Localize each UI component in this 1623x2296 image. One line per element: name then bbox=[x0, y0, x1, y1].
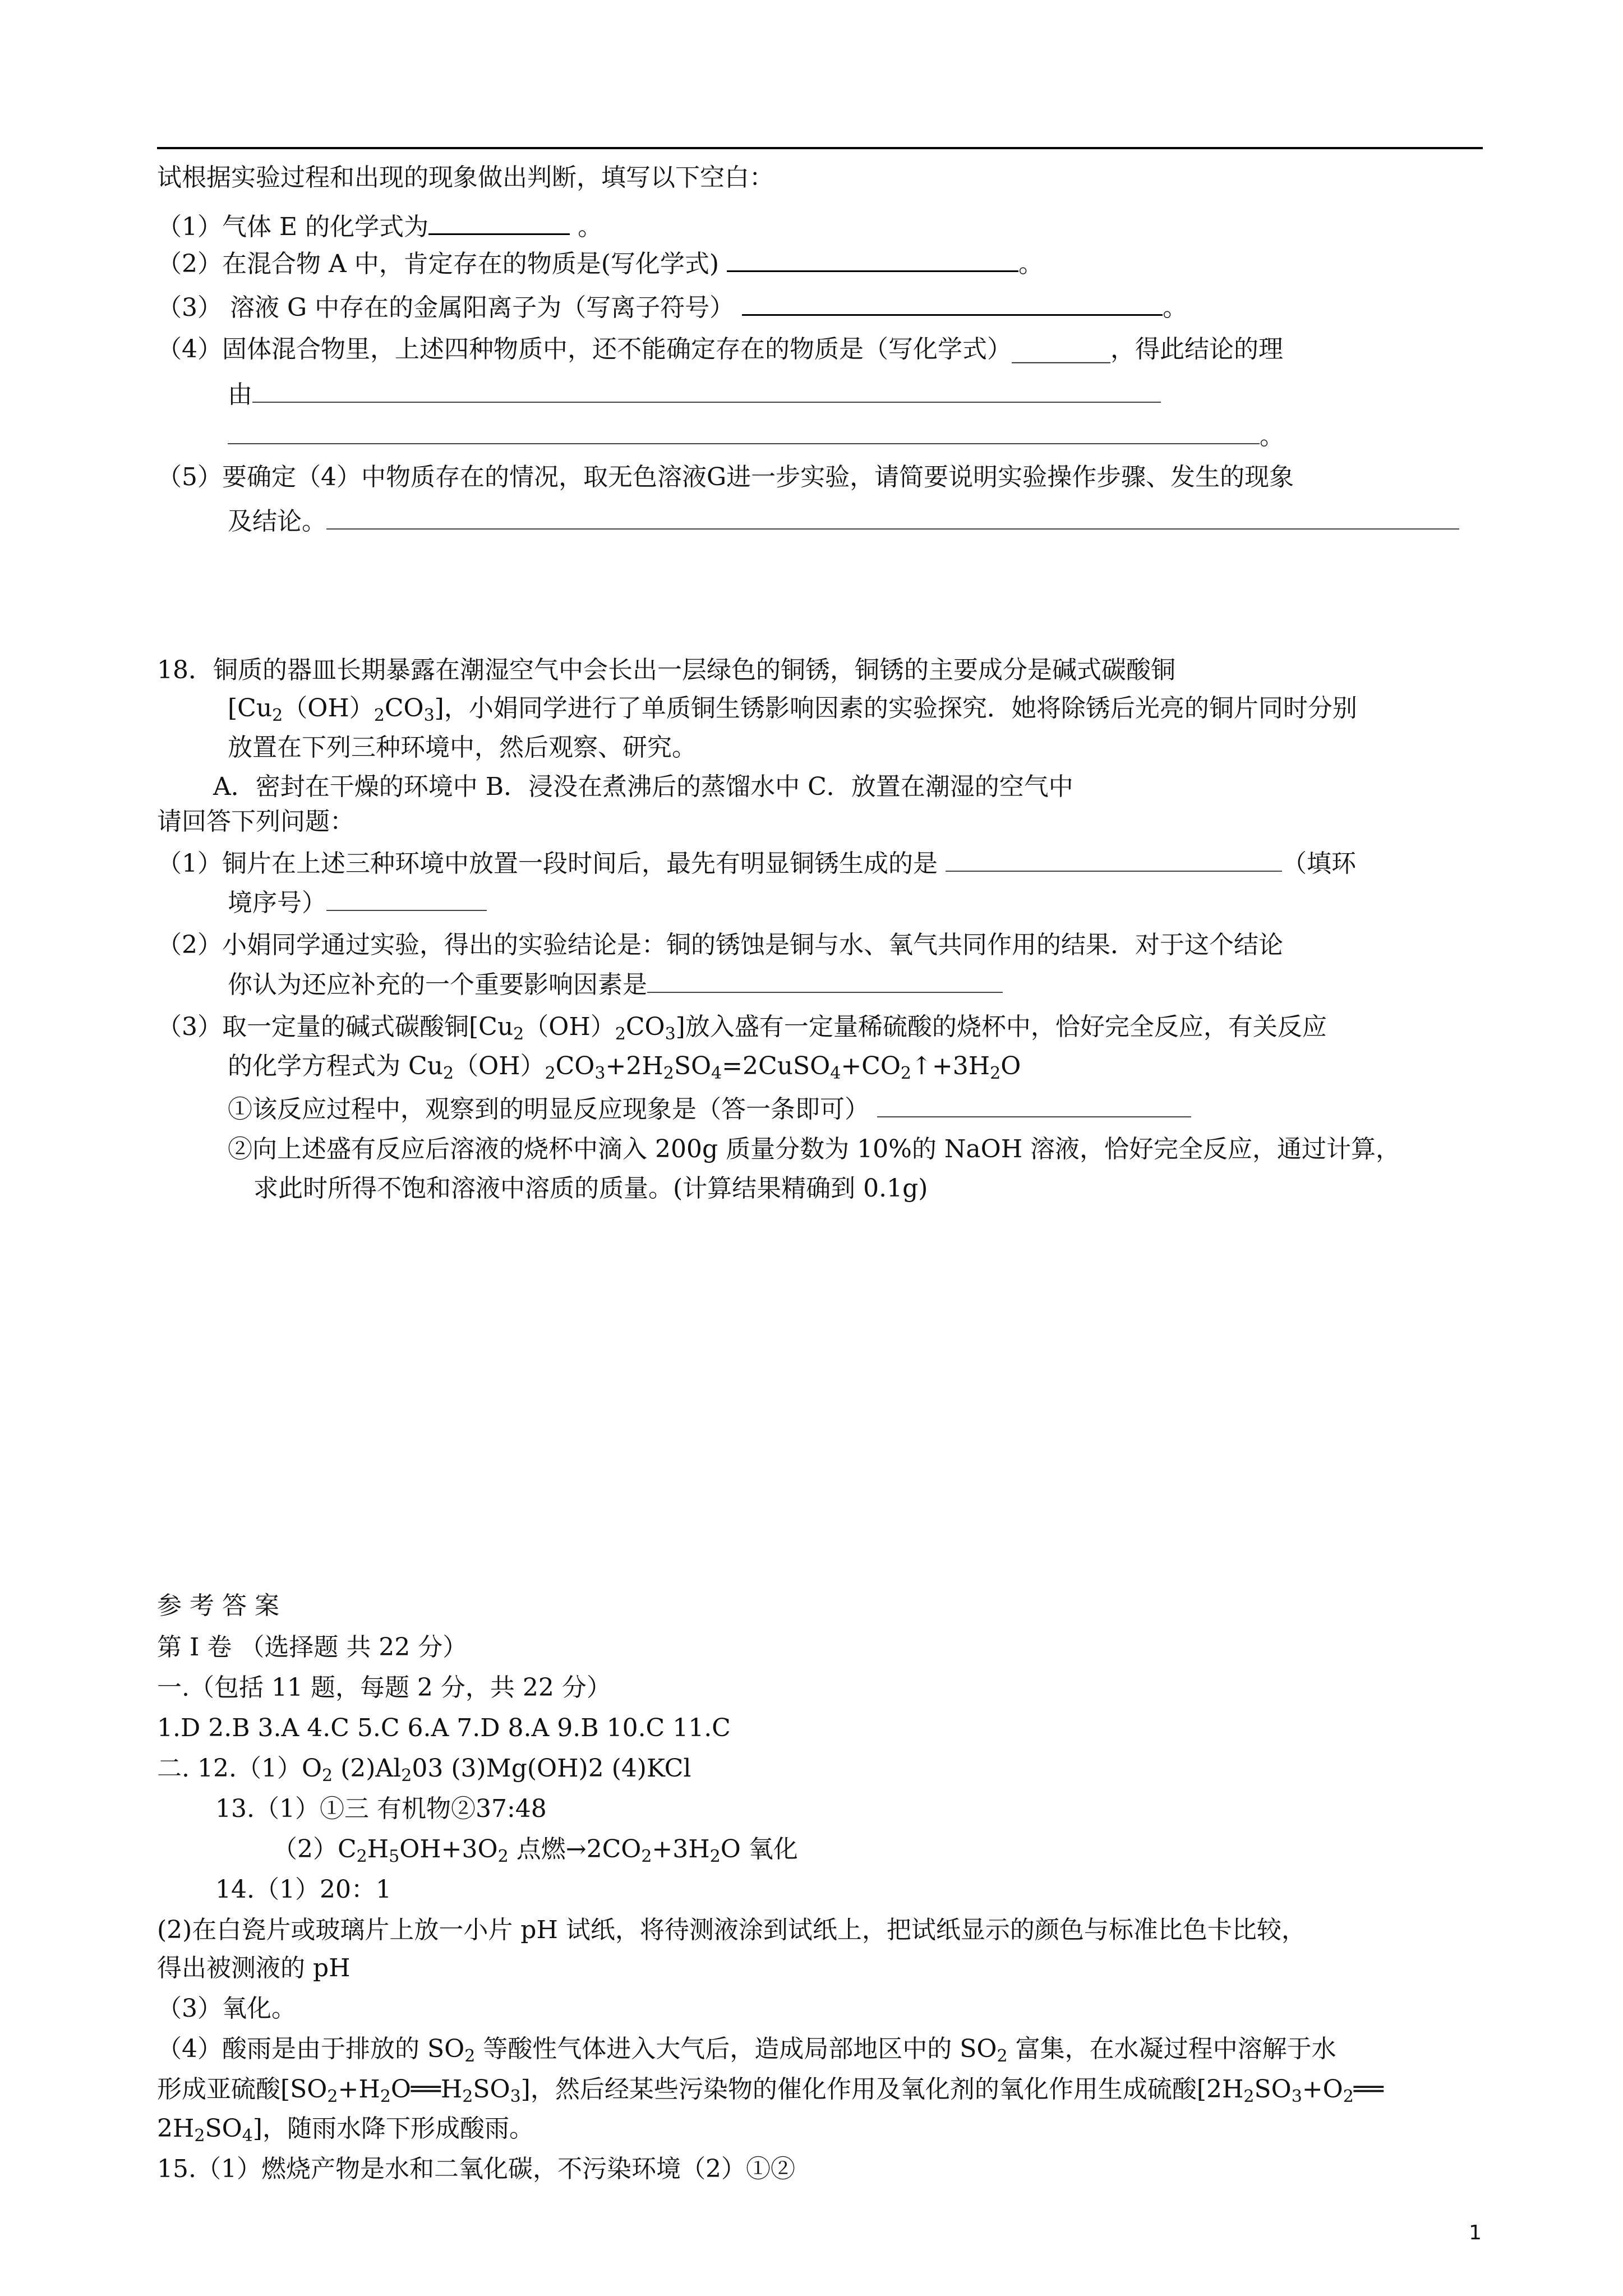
answer-blank[interactable] bbox=[326, 887, 487, 911]
q18-part3-line1: （3）取一定量的碱式碳酸铜$[Cu_2(OH)_2CO_3]$放入盛有一定量稀硫酸的烧杯中，恰好完全反应，有关反应 bbox=[157, 1013, 1327, 1044]
answer-13-1: 13.（1）①三 有机物②37:48 bbox=[215, 1795, 547, 1823]
q18-ask: 请回答下列问题： bbox=[157, 807, 354, 836]
page-number: 1 bbox=[1469, 2221, 1482, 2244]
answer-13-2: $(2)C_2H_5OH+3O_2$ 点燃$\to 2CO_2+3H_2O$ 氧化 bbox=[273, 1835, 798, 1866]
q18-stem-line3: 放置在下列三种环境中，然后观察、研究。 bbox=[228, 733, 697, 762]
answer-blank[interactable] bbox=[946, 848, 1282, 872]
q18-part2-line1: （2）小娟同学通过实验，得出的实验结论是：铜的锈蚀是铜与水、氧气共同作用的结果．对于这个结论 bbox=[157, 931, 1283, 959]
answer-blank[interactable] bbox=[742, 292, 1163, 316]
q18-options: A．密封在干燥的环境中 B．浸没在煮沸后的蒸馏水中 C．放置在潮湿的空气中 bbox=[213, 772, 1073, 801]
answer-blank[interactable] bbox=[228, 421, 1260, 444]
answer-14-4-line1: （4）酸雨是由于排放的 $SO_2$ 等酸性气体进入大气后，造成局部地区中的 $SO_2$ 富集，在水凝过程中溶解于水 bbox=[157, 2035, 1336, 2066]
q17-part5-line2: 及结论。 bbox=[228, 506, 1459, 536]
q17-part4-line2: 由 bbox=[228, 379, 1161, 409]
answer-blank[interactable] bbox=[647, 969, 1003, 993]
answer-14-4-line3: $2H_2SO_4$]，随雨水降下形成酸雨。 bbox=[157, 2114, 534, 2146]
answer-blank[interactable] bbox=[877, 1094, 1191, 1117]
q17-part4-line3: 。 bbox=[228, 421, 1284, 451]
answer-14-4-line2: 形成亚硫酸$[SO_2+H_2O══H_2SO_3]$，然后经某些污染物的催化作用及氧化剂的氧化作用生成硫酸[$2H_2SO_3+O_2══$ bbox=[157, 2075, 1384, 2106]
answer-12: 二. $12.(1)O_2$ $(2)Al_203$ (3)Mg(OH)2 (4)KCl bbox=[157, 1754, 691, 1786]
q17-intro: 试根据实验过程和出现的现象做出判断，填写以下空白： bbox=[157, 163, 774, 192]
q17-part1: （1）气体 E 的化学式为 。 bbox=[157, 211, 602, 242]
q18-equation: 的化学方程式为 $Cu_2(OH)_2CO_3+2H_2SO_4=2CuSO_4+CO_2↑+3H_2O$ bbox=[228, 1052, 1021, 1083]
answers-volume1: 第 I 卷 （选择题 共 22 分） bbox=[157, 1633, 468, 1662]
q18-part1-line2: 境序号） bbox=[228, 887, 487, 918]
answer-14-2-line1: (2)在白瓷片或玻璃片上放一小片 pH 试纸，将待测液涂到试纸上，把试纸显示的颜色与标准比色卡比较， bbox=[157, 1916, 1306, 1944]
q17-part4-line1: （4）固体混合物里，上述四种物质中，还不能确定存在的物质是（写化学式）________，得此结论的理 bbox=[157, 335, 1283, 364]
answer-14-2-line2: 得出被测液的 pH bbox=[157, 1954, 351, 1982]
answer-15: 15.（1）燃烧产物是水和二氧化碳，不污染环境（2）①② bbox=[157, 2155, 795, 2183]
answer-blank[interactable] bbox=[326, 506, 1459, 530]
q18-stem-line2: $[Cu_2(OH)_2CO_3]$，小娟同学进行了单质铜生锈影响因素的实验探究．她将除锈后光亮的铜片同时分别 bbox=[228, 694, 1357, 725]
answers-section1: 一.（包括 11 题，每题 2 分，共 22 分） bbox=[157, 1673, 611, 1702]
q17-part2: （2）在混合物 A 中，肯定存在的物质是(写化学式) 。 bbox=[157, 248, 1043, 279]
answers-multiple-choice: 1.D 2.B 3.A 4.C 5.C 6.A 7.D 8.A 9.B 10.C 11.C bbox=[157, 1714, 731, 1742]
q18-stem-line1: 18．铜质的器皿长期暴露在潮湿空气中会长出一层绿色的铜锈，铜锈的主要成分是碱式碳酸铜 bbox=[157, 656, 1175, 684]
answer-14-1: 14.（1）20：1 bbox=[215, 1875, 391, 1904]
answer-blank[interactable] bbox=[252, 379, 1161, 403]
answer-blank[interactable] bbox=[727, 248, 1018, 272]
q17-part5-line1: （5）要确定（4）中物质存在的情况，取无色溶液G进一步实验，请简要说明实验操作步骤、发生的现象 bbox=[157, 463, 1294, 491]
answers-heading: 参 考 答 案 bbox=[157, 1591, 279, 1620]
top-rule bbox=[157, 147, 1483, 149]
answer-blank[interactable] bbox=[428, 211, 570, 235]
q18-sub2-line2: 求此时所得不饱和溶液中溶质的质量。(计算结果精确到 0.1g) bbox=[253, 1174, 928, 1203]
q18-part1-line1: （1）铜片在上述三种环境中放置一段时间后，最先有明显铜锈生成的是 （填环 bbox=[157, 849, 1356, 878]
q18-sub2-line1: ②向上述盛有反应后溶液的烧杯中滴入 200g 质量分数为 10%的 NaOH 溶液，恰好完全反应，通过计算， bbox=[228, 1135, 1401, 1163]
q18-sub1: ①该反应过程中，观察到的明显反应现象是（答一条即可） bbox=[228, 1094, 1191, 1124]
q17-part3: （3） 溶液 G 中存在的金属阳离子为（写离子符号） 。 bbox=[157, 292, 1187, 323]
answer-14-3: （3）氧化。 bbox=[157, 1994, 296, 2023]
q18-part2-line2: 你认为还应补充的一个重要影响因素是 bbox=[228, 969, 1003, 1000]
